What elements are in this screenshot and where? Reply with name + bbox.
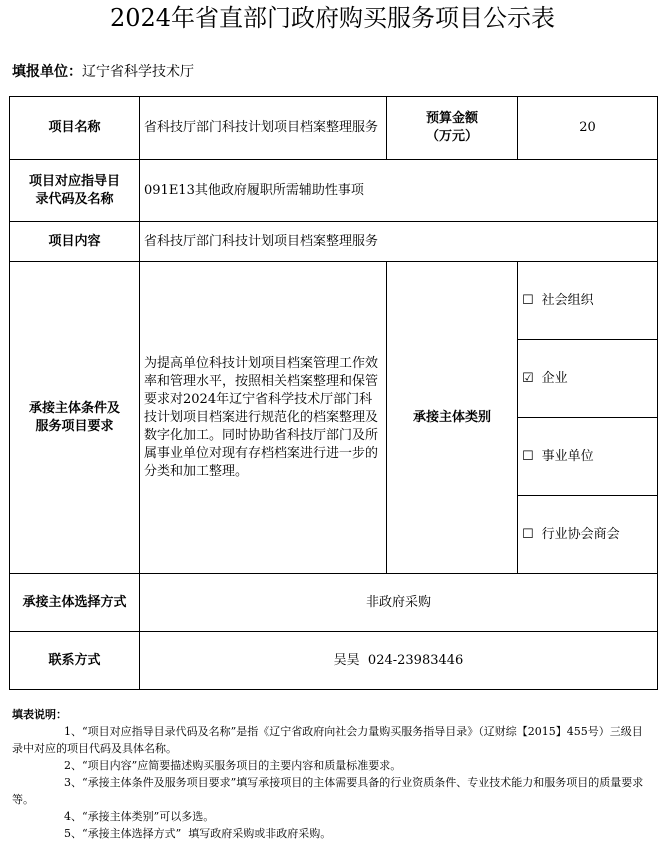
checkbox-icon: ☐ [522, 448, 534, 464]
requirements-label [10, 262, 140, 574]
budget-label [387, 97, 518, 160]
checkbox-icon: ☐ [522, 292, 534, 308]
checkbox-icon: ☐ [522, 526, 534, 542]
filing-unit-value: 辽宁省科学技术厅 [82, 64, 194, 80]
budget-label-line1: 预算金额 [425, 111, 478, 126]
budget-value: 20 [518, 97, 658, 160]
selection-value: 非政府采购 [140, 574, 658, 632]
entity-type-option-label: 企业 [541, 370, 568, 386]
requirements-label-line2: 服务项目要求 [35, 418, 114, 434]
row-project-name [10, 97, 658, 160]
row-selection [10, 574, 658, 632]
filling-notes [12, 706, 652, 842]
note-item: 1、“项目对应指导目录代码及名称”是指《辽宁省政府向社会力量购买服务指导目录》（辽财综【2015】455号）三级目录中对应的项目代码及具体名称。 [12, 725, 643, 755]
catalog-label-line2: 录代码及名称 [35, 191, 114, 207]
requirements-label-line1: 承接主体条件及 [28, 400, 120, 416]
entity-type-option[interactable] [518, 340, 658, 418]
row-contact [10, 632, 658, 690]
note-item: 5、“承接主体选择方式” 填写政府采购或非政府采购。 [64, 827, 332, 840]
catalog-label [10, 160, 140, 222]
row-requirements [10, 262, 658, 340]
entity-type-option[interactable] [518, 496, 658, 574]
notes-title: 填表说明： [12, 708, 67, 721]
row-catalog [10, 160, 658, 222]
note-item: 3、“承接主体条件及服务项目要求”填写承接项目的主体需要具备的行业资质条件、专业技术能力和服务项目的质量要求等。 [12, 776, 644, 806]
project-name-value: 省科技厅部门科技计划项目档案整理服务 [140, 97, 387, 160]
catalog-label-line1: 项目对应指导目 [28, 173, 120, 189]
project-table [9, 96, 658, 690]
note-item: 4、“承接主体类别”可以多选。 [64, 810, 215, 823]
checkbox-checked-icon: ☑ [522, 370, 534, 386]
filing-unit-label: 填报单位： [12, 64, 82, 80]
entity-type-option-label: 行业协会商会 [541, 526, 620, 542]
content-value: 省科技厅部门科技计划项目档案整理服务 [140, 222, 658, 262]
contact-label: 联系方式 [10, 632, 140, 690]
page-title: 2024年省直部门政府购买服务项目公示表 [109, 4, 556, 32]
content-label: 项目内容 [10, 222, 140, 262]
selection-label: 承接主体选择方式 [10, 574, 140, 632]
contact-value: 吴昊 024-23983446 [140, 632, 658, 690]
entity-type-option[interactable] [518, 418, 658, 496]
budget-label-line2: （万元） [425, 129, 478, 144]
entity-type-option-label: 社会组织 [541, 292, 594, 308]
requirements-value: 为提高单位科技计划项目档案管理工作效率和管理水平，按照相关档案整理和保管要求对2024年辽宁省科学技术厅部门科技计划项目档案进行规范化的档案整理及数字化加工。同时协助省科技厅部门及所属事业单位对现有存档档案进行进一步的分类和加工整理。 [140, 262, 387, 574]
filing-unit [12, 62, 194, 82]
catalog-value: 091E13其他政府履职所需辅助性事项 [140, 160, 658, 222]
row-content [10, 222, 658, 262]
note-item: 2、“项目内容”应简要描述购买服务项目的主要内容和质量标准要求。 [64, 759, 402, 772]
project-name-label: 项目名称 [10, 97, 140, 160]
entity-type-option-label: 事业单位 [541, 448, 594, 464]
entity-type-label: 承接主体类别 [387, 262, 518, 574]
entity-type-option[interactable] [518, 262, 658, 340]
